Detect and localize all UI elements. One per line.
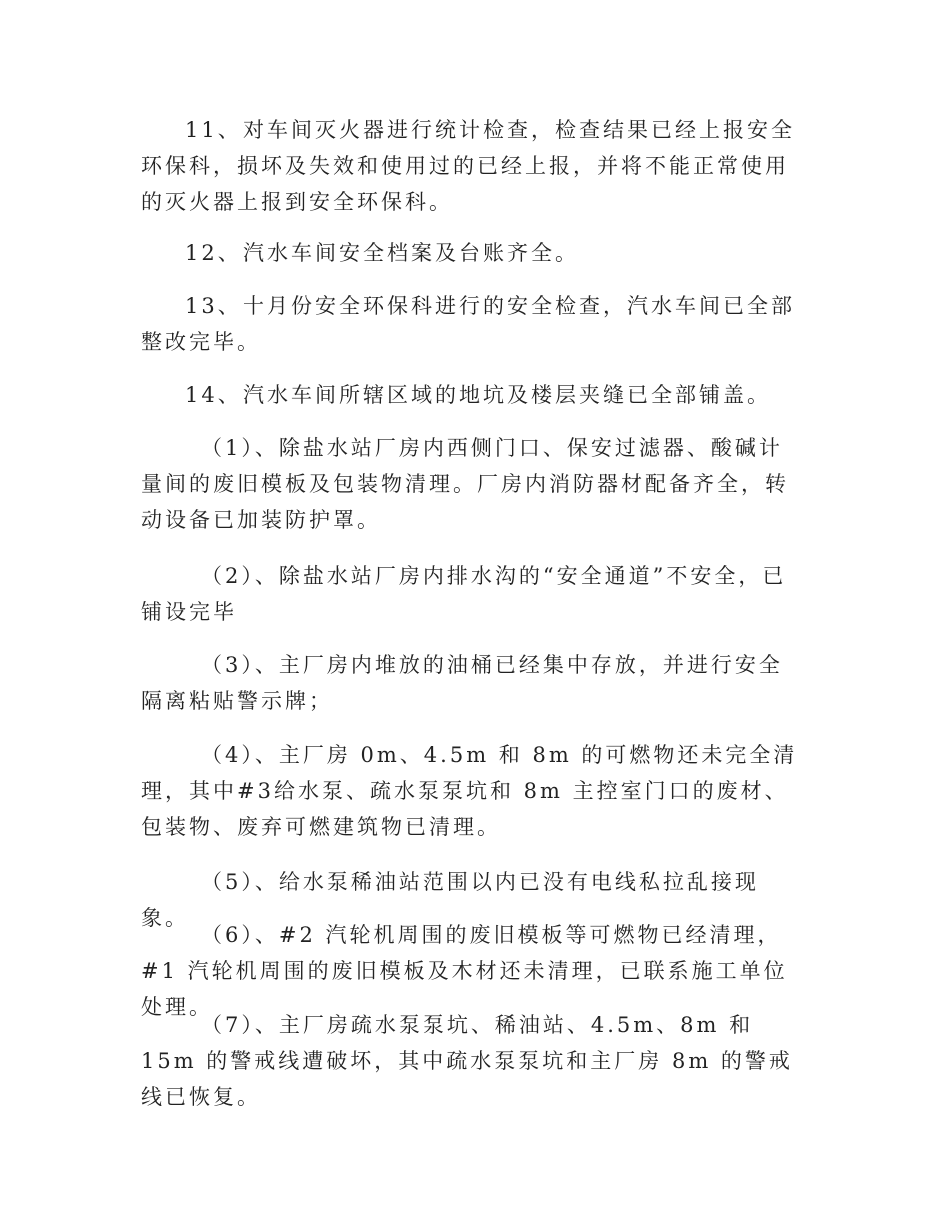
paragraph-subitem-1: （1）、除盐水站厂房内西侧门口、保安过滤器、酸碱计量间的废旧模板及包装物清理。厂房内消防器材配备齐全，转动设备已加装防护罩。 xyxy=(141,436,789,532)
paragraph-subitem-5: （5）、给水泵稀油站范围以内已没有电线私拉乱接现象。 xyxy=(141,870,759,930)
item-number: 12、 xyxy=(185,241,242,265)
item-text: 对车间灭火器进行统计检查，检查结果已经上报安全环保科，损坏及失效和使用过的已经上报，并将不能正常使用的灭火器上报到安全环保科。 xyxy=(141,118,795,214)
paragraph-item-12 xyxy=(141,235,806,271)
item-text: 汽水车间所辖区域的地坑及楼层夹缝已全部铺盖。 xyxy=(243,383,771,407)
paragraph-item-13 xyxy=(141,288,806,360)
item-number: 13、 xyxy=(185,294,242,318)
item-number: 14、 xyxy=(185,383,242,407)
paragraph-subitem-6: （6）、#2 汽轮机周围的废旧模板等可燃物已经清理，#1 汽轮机周围的废旧模板及木材还未清理，已联系施工单位处理。 xyxy=(141,923,788,1019)
paragraph-subitem-4: （4）、主厂房 0m、4.5m 和 8m 的可燃物还未完全清理，其中#3给水泵、疏水泵泵坑和 8m 主控室门口的废材、包装物、废弃可燃建筑物已清理。 xyxy=(141,743,798,839)
paragraph-subitem-2: （2）、除盐水站厂房内排水沟的“安全通道”不安全，已铺设完毕 xyxy=(141,564,787,624)
item-text: 十月份安全环保科进行的安全检查，汽水车间已全部整改完毕。 xyxy=(141,294,795,354)
paragraph-item-11 xyxy=(141,112,806,220)
paragraph-item-14 xyxy=(141,377,806,413)
paragraph-subitem-7: （7）、主厂房疏水泵泵坑、稀油站、4.5m、8m 和 15m 的警戒线遭破坏，其中疏水泵泵坑和主厂房 8m 的警戒线已恢复。 xyxy=(141,1013,793,1109)
paragraph-subitem-3: （3）、主厂房内堆放的油桶已经集中存放，并进行安全隔离粘贴警示牌； xyxy=(141,653,783,713)
item-number: 11、 xyxy=(185,118,242,142)
item-text: 汽水车间安全档案及台账齐全。 xyxy=(243,241,579,265)
